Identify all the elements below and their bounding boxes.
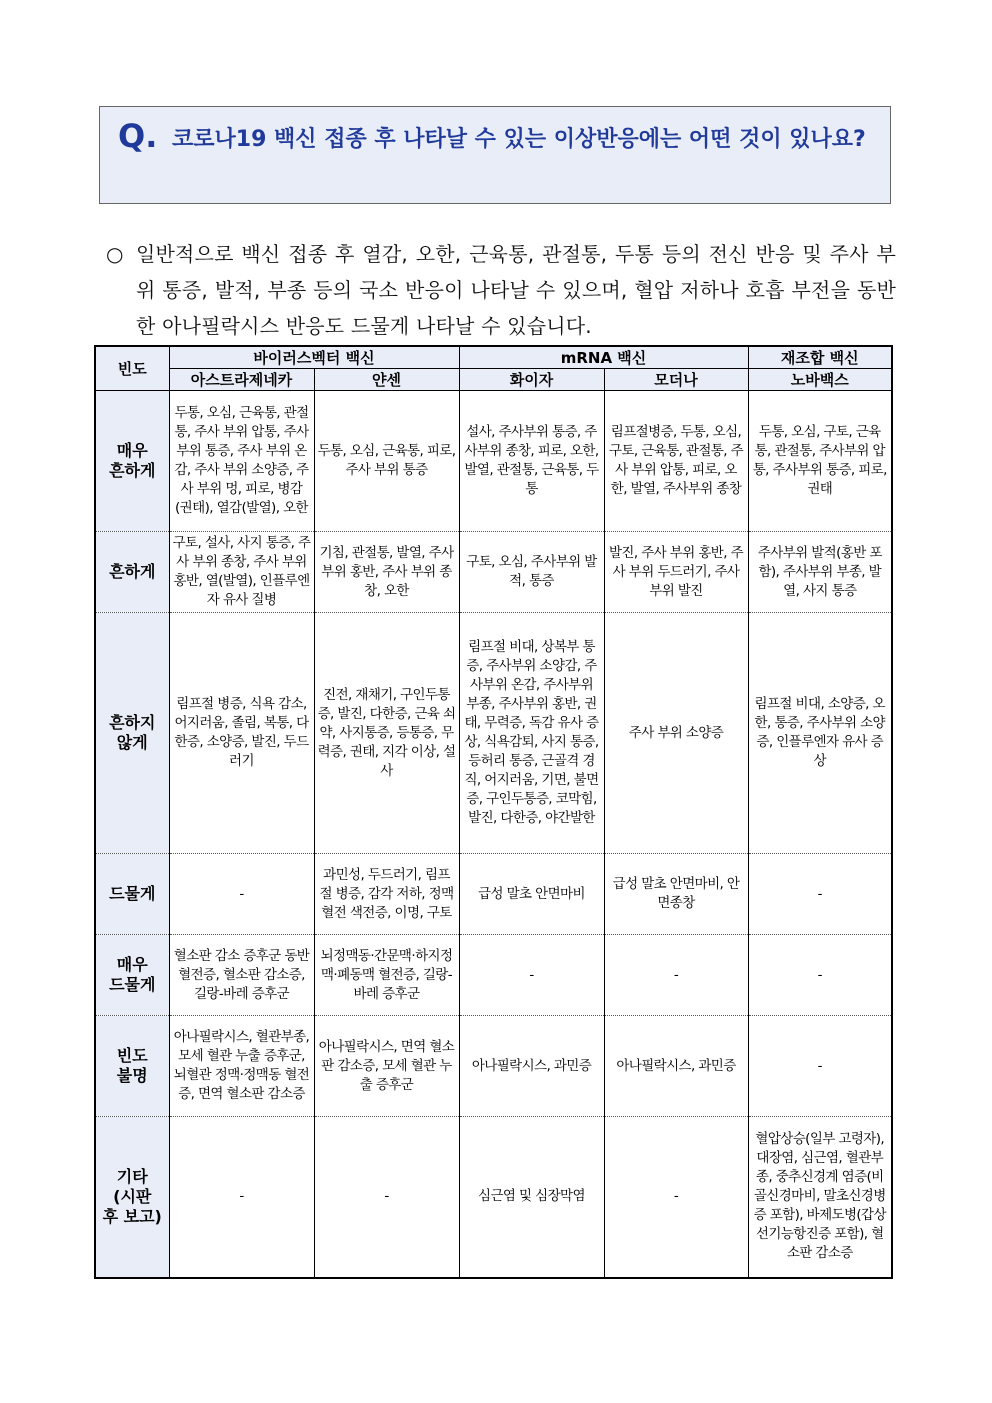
header-group-viral-vector: 바이러스벡터 백신 (169, 346, 459, 369)
table-cell: 심근염 및 심장막염 (459, 1117, 604, 1278)
row-label: 흔하게 (95, 532, 169, 613)
adverse-reaction-table (94, 345, 893, 1279)
table-cell: - (604, 935, 748, 1016)
table-row (95, 391, 892, 532)
header-vaccine-moderna: 모더나 (604, 369, 748, 391)
table-cell: 급성 말초 안면마비 (459, 854, 604, 935)
table-cell: 림프절 병증, 식욕 감소, 어지러움, 졸림, 복통, 다한증, 소양증, 발진, 두드러기 (169, 613, 314, 854)
table-cell: 두통, 오심, 근육통, 관절통, 주사 부위 압통, 주사 부위 통증, 주사 부위 온감, 주사 부위 소양증, 주사 부위 멍, 피로, 병감(권태), 열감(발열), 오한 (169, 391, 314, 532)
table-cell: 주사부위 발적(홍반 포함), 주사부위 부종, 발열, 사지 통증 (748, 532, 892, 613)
table-cell: 아나필락시스, 면역 혈소판 감소증, 모세 혈관 누출 증후군 (314, 1016, 459, 1117)
header-vaccine-astrazeneca: 아스트라제네카 (169, 369, 314, 391)
table-cell: 발진, 주사 부위 홍반, 주사 부위 두드러기, 주사부위 발진 (604, 532, 748, 613)
table-cell: 기침, 관절통, 발열, 주사 부위 홍반, 주사 부위 종창, 오한 (314, 532, 459, 613)
table-cell: - (748, 854, 892, 935)
table-cell: - (314, 1117, 459, 1278)
table-cell: 림프절 비대, 소양증, 오한, 통증, 주사부위 소양증, 인플루엔자 유사 증상 (748, 613, 892, 854)
table-cell: 림프절 비대, 상복부 통증, 주사부위 소양감, 주사부위 온감, 주사부위 부종, 주사부위 홍반, 권태, 무력증, 독감 유사 증상, 식욕감퇴, 사지 통증, 등허리 통증, 근골격 경직, 어지러움, 기면, 불면증, 구인두통증, 코막힘, 발진, 다한증, 야간발한 (459, 613, 604, 854)
table-cell: - (169, 854, 314, 935)
row-label: 빈도 불명 (95, 1016, 169, 1117)
question-prefix: Q. (118, 117, 158, 155)
header-vaccine-janssen: 얀센 (314, 369, 459, 391)
header-frequency: 빈도 (95, 346, 169, 391)
question-box (99, 106, 891, 204)
table-cell: 과민성, 두드러기, 림프절 병증, 감각 저하, 정맥 혈전 색전증, 이명, 구토 (314, 854, 459, 935)
table-cell: - (604, 1117, 748, 1278)
table-cell: - (748, 935, 892, 1016)
table-cell: 아나필락시스, 과민증 (459, 1016, 604, 1117)
question-text: 코로나19 백신 접종 후 나타날 수 있는 이상반응에는 어떤 것이 있나요? (172, 127, 866, 152)
answer-bullet: ○ (106, 242, 124, 266)
table-cell: 뇌정맥동·간문맥·하지정맥·폐동맥 혈전증, 길랑-바레 증후군 (314, 935, 459, 1016)
table-cell: 설사, 주사부위 통증, 주사부위 종창, 피로, 오한, 발열, 관절통, 근육통, 두통 (459, 391, 604, 532)
answer-paragraph (106, 236, 896, 344)
header-group-recombinant: 재조합 백신 (748, 346, 892, 369)
table-row (95, 532, 892, 613)
table-cell: 두통, 오심, 구토, 근육통, 관절통, 주사부위 압통, 주사부위 통증, 피로, 권태 (748, 391, 892, 532)
header-vaccine-pfizer: 화이자 (459, 369, 604, 391)
table-row (95, 1016, 892, 1117)
table-cell: - (459, 935, 604, 1016)
table-cell: - (748, 1016, 892, 1117)
table-cell: 아나필락시스, 혈관부종, 모세 혈관 누출 증후군, 뇌혈관 정맥·정맥동 혈전증, 면역 혈소판 감소증 (169, 1016, 314, 1117)
row-label: 흔하지 않게 (95, 613, 169, 854)
table-row (95, 613, 892, 854)
header-group-mrna: mRNA 백신 (459, 346, 748, 369)
table-cell: - (169, 1117, 314, 1278)
table-cell: 림프절병증, 두통, 오심, 구토, 근육통, 관절통, 주사 부위 압통, 피로, 오한, 발열, 주사부위 종창 (604, 391, 748, 532)
table-cell: 두통, 오심, 근육통, 피로, 주사 부위 통증 (314, 391, 459, 532)
table-row (95, 854, 892, 935)
table-cell: 구토, 오심, 주사부위 발적, 통증 (459, 532, 604, 613)
row-label: 기타 (시판 후 보고) (95, 1117, 169, 1278)
table-cell: 구토, 설사, 사지 통증, 주사 부위 종창, 주사 부위 홍반, 열(발열), 인플루엔자 유사 질병 (169, 532, 314, 613)
table-cell: 진전, 재채기, 구인두통증, 발진, 다한증, 근육 쇠약, 사지통증, 등통증, 무력증, 권태, 지각 이상, 설사 (314, 613, 459, 854)
table-row (95, 1117, 892, 1278)
table-cell: 혈소판 감소 증후군 동반 혈전증, 혈소판 감소증, 길랑-바레 증후군 (169, 935, 314, 1016)
table-cell: 혈압상승(일부 고령자), 대장염, 심근염, 혈관부종, 중추신경계 염증(비골신경마비, 말초신경병증 포함), 바제도병(갑상선기능항진증 포함), 혈소판 감소증 (748, 1117, 892, 1278)
table-row (95, 935, 892, 1016)
answer-text: 일반적으로 백신 접종 후 열감, 오한, 근육통, 관절통, 두통 등의 전신 반응 및 주사 부위 통증, 발적, 부종 등의 국소 반응이 나타날 수 있으며, 혈압 저하나 호흡 부전을 동반한 아나필락시스 반응도 드물게 나타날 수 있습니다. (136, 242, 896, 338)
row-label: 드물게 (95, 854, 169, 935)
row-label: 매우 흔하게 (95, 391, 169, 532)
table-cell: 주사 부위 소양증 (604, 613, 748, 854)
table-cell: 급성 말초 안면마비, 안면종창 (604, 854, 748, 935)
table-cell: 아나필락시스, 과민증 (604, 1016, 748, 1117)
header-vaccine-novavax: 노바백스 (748, 369, 892, 391)
row-label: 매우 드물게 (95, 935, 169, 1016)
